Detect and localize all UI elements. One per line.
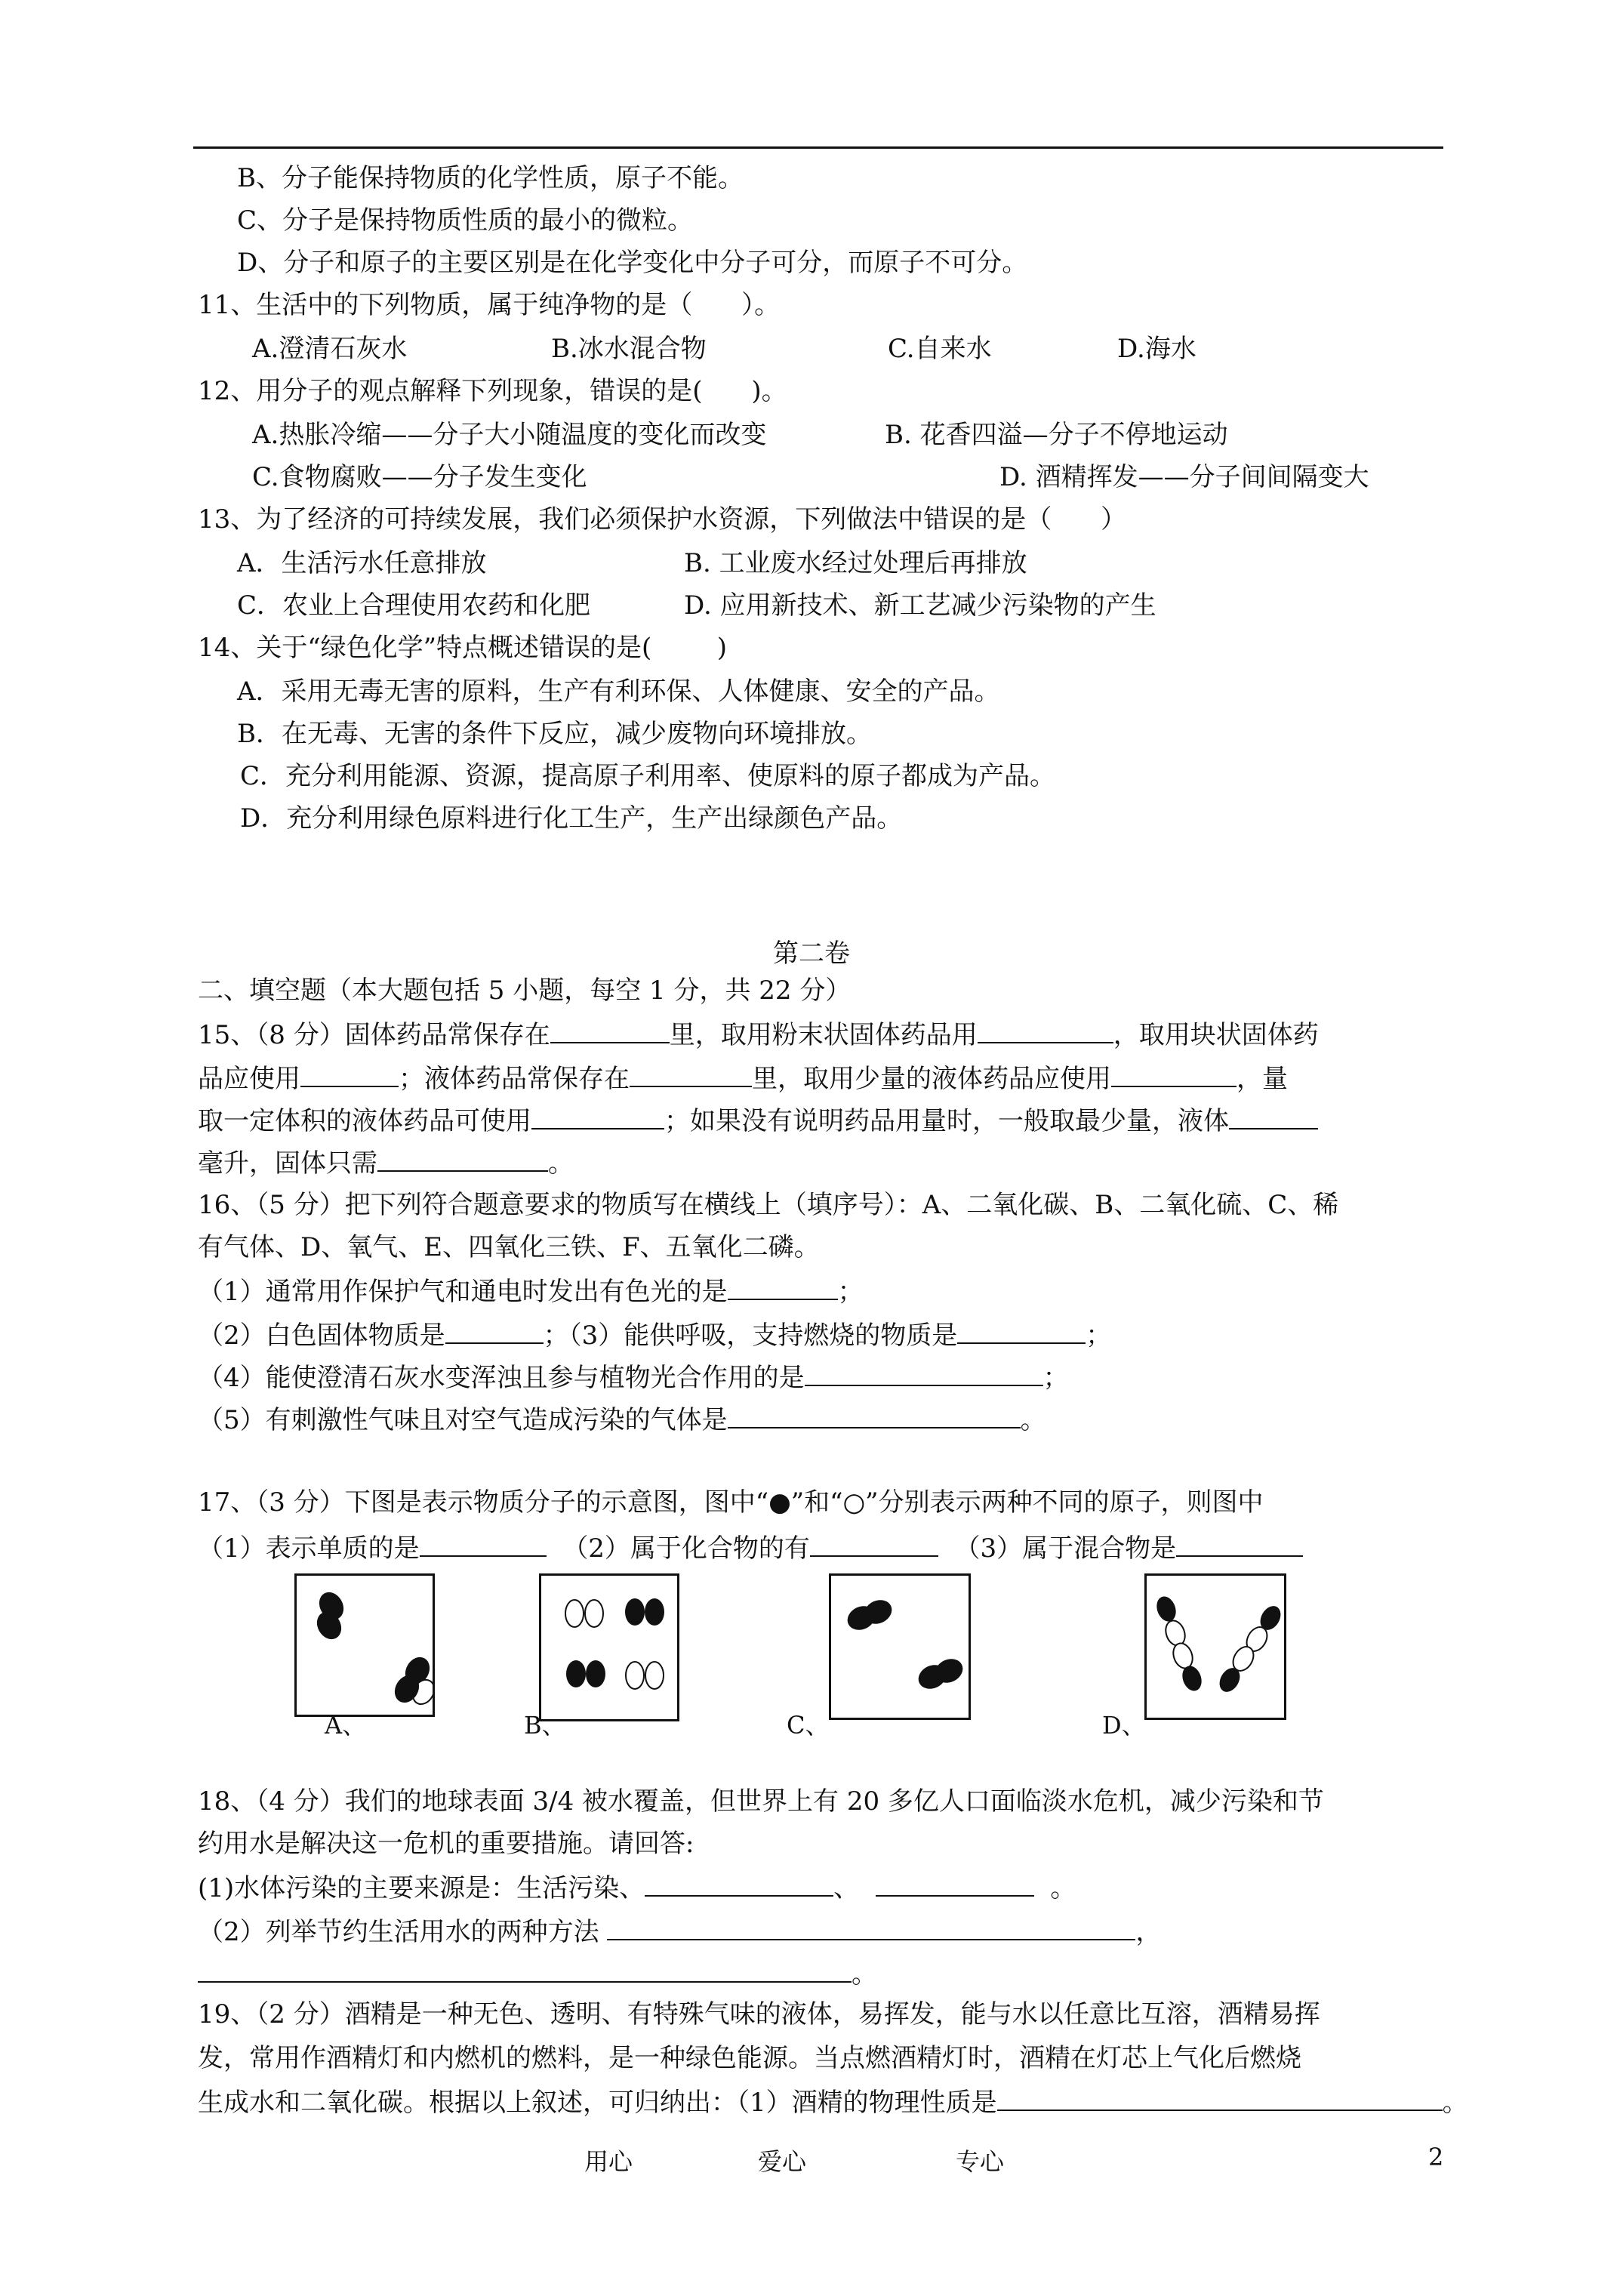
molecule-box-b <box>539 1573 679 1721</box>
answer-blank[interactable] <box>728 1401 1021 1428</box>
answer-blank[interactable] <box>607 1913 1135 1940</box>
q19-line3: 生成水和二氧化碳。根据以上叙述，可归纳出：（1）酒精的物理性质是 。 <box>198 2084 1468 2119</box>
q13-option-a: A．生活污水任意排放 <box>237 548 487 578</box>
answer-blank[interactable] <box>1229 1102 1318 1130</box>
header-rule <box>193 146 1443 149</box>
q14-stem: 14、关于“绿色化学”特点概述错误的是( ) <box>198 633 728 663</box>
q11-option-a: A.澄清石灰水 <box>252 334 408 364</box>
q12-stem: 12、用分子的观点解释下列现象，错误的是( )。 <box>198 376 787 406</box>
q10-option-b: B、分子能保持物质的化学性质，原子不能。 <box>237 163 744 193</box>
q16-part1: （1）通常用作保护气和通电时发出有色光的是 ； <box>198 1273 864 1308</box>
q13-option-d: D. 应用新技术、新工艺减少污染物的产生 <box>684 590 1156 621</box>
q19-line2: 发，常用作酒精灯和内燃机的燃料，是一种绿色能源。当点燃酒精灯时，酒精在灯芯上气化后燃烧 <box>198 2043 1301 2073</box>
q13-option-c: C．农业上合理使用农药和化肥 <box>237 590 591 621</box>
molecule-diagram-b <box>541 1576 677 1719</box>
answer-blank[interactable] <box>728 1273 838 1300</box>
q11-option-b: B.冰水混合物 <box>551 334 707 364</box>
q16-line2: 有气体、D、氧气、E、四氧化三铁、F、五氧化二磷。 <box>198 1232 820 1262</box>
molecule-diagram-a <box>297 1576 433 1715</box>
answer-blank[interactable] <box>1176 1530 1303 1557</box>
section-title: 第二卷 <box>773 938 850 969</box>
q10-option-d: D、分子和原子的主要区别是在化学变化中分子可分，而原子不可分。 <box>237 248 1028 278</box>
q18-part2: （2）列举节约生活用水的两种方法 ， <box>198 1913 1161 1949</box>
q18-line1: 18、（4 分）我们的地球表面 3/4 被水覆盖，但世界上有 20 多亿人口面临淡水危机，减少污染和节 <box>198 1786 1324 1817</box>
figure-label-a: A、 <box>325 1711 367 1740</box>
answer-blank[interactable] <box>810 1530 938 1557</box>
q14-option-d: D．充分利用绿色原料进行化工生产，生产出绿颜色产品。 <box>240 803 903 834</box>
q16-part4: （4）能使澄清石灰水变浑浊且参与植物光合作用的是 ； <box>198 1359 1069 1395</box>
q14-option-b: B．在无毒、无害的条件下反应，减少废物向环境排放。 <box>237 719 872 749</box>
footer-text-3: 专心 <box>956 2147 1005 2176</box>
section-heading: 二、填空题（本大题包括 5 小题，每空 1 分，共 22 分） <box>198 975 852 1006</box>
q16-part5: （5）有刺激性气味且对空气造成污染的气体是 。 <box>198 1401 1046 1437</box>
q15-line3: 取一定体积的液体药品可使用 ；如果没有说明药品用量时，一般取最少量，液体 <box>198 1102 1318 1138</box>
q15-line4: 毫升，固体只需 。 <box>198 1145 574 1180</box>
q17-line1: 17、（3 分）下图是表示物质分子的示意图，图中“●”和“○”分别表示两种不同的原子，则图中 <box>198 1487 1264 1518</box>
q13-stem: 13、为了经济的可持续发展，我们必须保护水资源，下列做法中错误的是（ ） <box>198 504 1127 535</box>
answer-blank[interactable] <box>957 1317 1086 1344</box>
figure-label-c: C、 <box>787 1711 830 1740</box>
q12-option-a: A.热胀冷缩——分子大小随温度的变化而改变 <box>252 420 767 450</box>
q18-part1: (1)水体污染的主要来源是：生活污染、 、 。 <box>198 1869 1076 1905</box>
answer-blank[interactable] <box>377 1145 548 1172</box>
molecule-box-a <box>294 1573 435 1717</box>
footer-text-1: 用心 <box>584 2147 633 2176</box>
molecule-box-d <box>1144 1573 1286 1720</box>
q13-option-b: B. 工业废水经过处理后再排放 <box>684 548 1027 578</box>
answer-blank[interactable] <box>978 1016 1113 1043</box>
q17-parts: （1）表示单质的是 （2）属于化合物的有 （3）属于混合物是 <box>198 1530 1303 1565</box>
answer-blank[interactable] <box>300 1060 399 1087</box>
answer-blank[interactable] <box>630 1060 752 1087</box>
answer-blank[interactable] <box>645 1869 833 1897</box>
footer-text-2: 爱心 <box>758 2147 807 2176</box>
q12-option-d: D. 酒精挥发——分子间间隔变大 <box>999 462 1369 492</box>
q12-option-c: C.食物腐败——分子发生变化 <box>252 462 587 492</box>
q12-option-b: B. 花香四溢—分子不停地运动 <box>885 420 1228 450</box>
q11-option-c: C.自来水 <box>888 334 992 364</box>
answer-blank[interactable] <box>420 1530 547 1557</box>
q18-part2-cont: 。 <box>198 1955 877 1991</box>
q11-stem: 11、生活中的下列物质，属于纯净物的是（ ）。 <box>198 290 781 320</box>
q19-line1: 19、（2 分）酒精是一种无色、透明、有特殊气味的液体，易挥发，能与水以任意比互溶，酒精易挥 <box>198 1999 1320 2029</box>
answer-blank[interactable] <box>805 1359 1043 1386</box>
figure-label-b: B、 <box>524 1711 566 1740</box>
q10-option-c: C、分子是保持物质性质的最小的微粒。 <box>237 205 694 236</box>
q15-line1: 15、（8 分）固体药品常保存在 里，取用粉末状固体药品用 ，取用块状固体药 <box>198 1016 1319 1052</box>
q16-line1: 16、（5 分）把下列符合题意要求的物质写在横线上（填序号）：A、二氧化碳、B、二氧化硫、C、稀 <box>198 1190 1339 1220</box>
answer-blank[interactable] <box>531 1102 664 1130</box>
q14-option-a: A．采用无毒无害的原料，生产有利环保、人体健康、安全的产品。 <box>237 676 1000 707</box>
q11-option-d: D.海水 <box>1117 334 1196 364</box>
answer-blank[interactable] <box>1111 1060 1236 1087</box>
q16-part2: （2）白色固体物质是 ；（3）能供呼吸，支持燃烧的物质是 ； <box>198 1317 1111 1352</box>
answer-blank[interactable] <box>198 1955 852 1983</box>
figure-label-d: D、 <box>1102 1711 1146 1740</box>
molecule-diagram-d <box>1147 1576 1284 1718</box>
answer-blank[interactable] <box>445 1317 544 1344</box>
molecule-box-c <box>829 1573 971 1720</box>
molecule-diagram-c <box>831 1576 969 1718</box>
answer-blank[interactable] <box>876 1869 1034 1897</box>
q14-option-c: C．充分利用能源、资源，提高原子利用率、使原料的原子都成为产品。 <box>240 761 1056 791</box>
answer-blank[interactable] <box>997 2084 1443 2111</box>
q18-line2: 约用水是解决这一危机的重要措施。请回答: <box>198 1829 694 1859</box>
q15-line2: 品应使用 ；液体药品常保存在 里，取用少量的液体药品应使用 ，量 <box>198 1060 1288 1096</box>
answer-blank[interactable] <box>550 1016 670 1043</box>
page-number: 2 <box>1428 2143 1444 2171</box>
